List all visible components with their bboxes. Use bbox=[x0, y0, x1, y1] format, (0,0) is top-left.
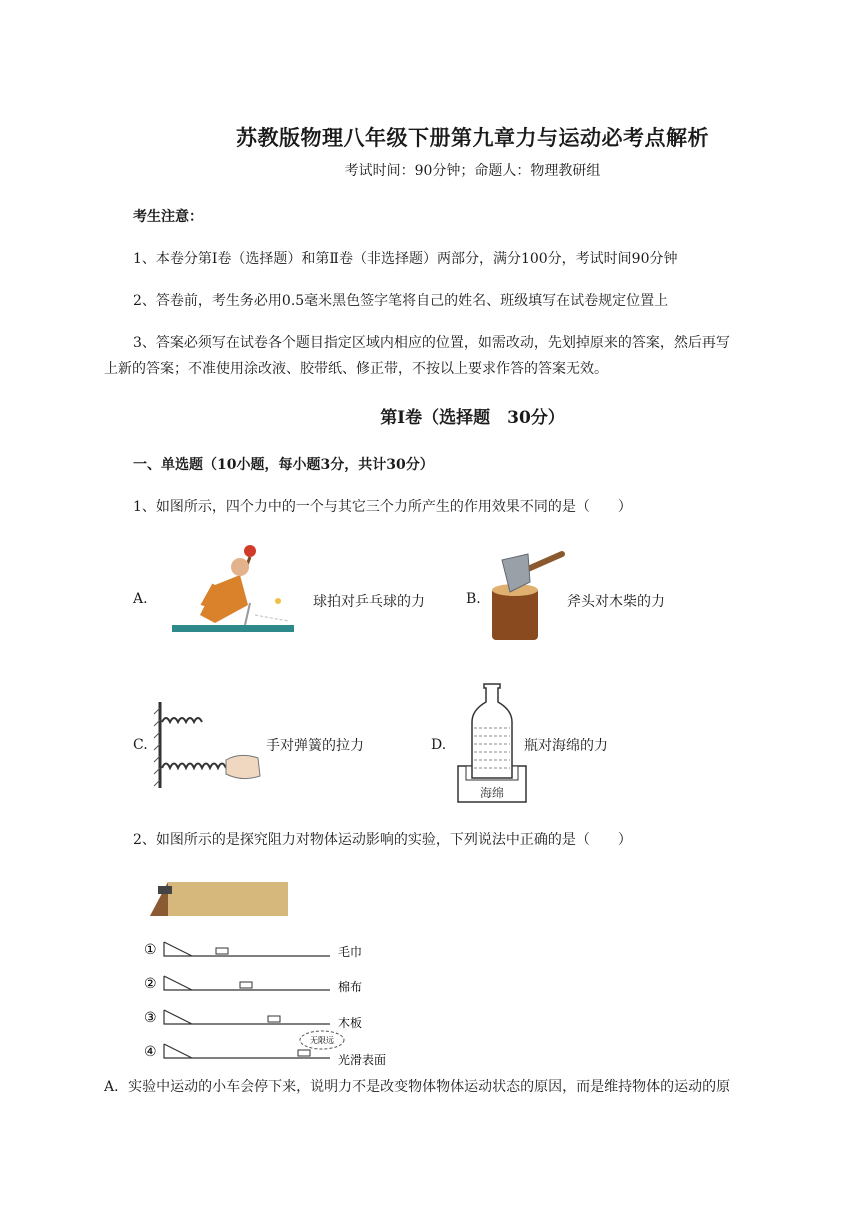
option-c-text: 手对弹簧的拉力 bbox=[266, 738, 364, 754]
option-b-letter: B. bbox=[466, 591, 481, 607]
section-title: 第Ⅰ卷（选择题 30分） bbox=[380, 408, 565, 428]
option-c-letter: C. bbox=[133, 737, 148, 753]
notice-heading: 考生注意： bbox=[133, 209, 203, 225]
question-2-stem: 2、如图所示的是探究阻力对物体运动影响的实验，下列说法中正确的是（ ） bbox=[133, 832, 632, 848]
option-d-letter: D. bbox=[431, 737, 447, 753]
bottle-sponge-figure bbox=[456, 682, 528, 804]
track-1-surface: 毛巾 bbox=[338, 945, 363, 959]
track-3-number: ③ bbox=[144, 1010, 157, 1026]
track-2-number: ② bbox=[144, 976, 157, 992]
sponge-label: 海绵 bbox=[479, 786, 505, 800]
notice-item-3: 3、答案必须写在试卷各个题目指定区域内相应的位置，如需改动，先划掉原来的答案，然后再写 bbox=[133, 335, 730, 351]
track-4-surface: 光滑表面 bbox=[338, 1053, 387, 1067]
axe-log-figure bbox=[488, 548, 568, 643]
cloud-label: 无限远 bbox=[310, 1036, 334, 1045]
track-2-surface: 棉布 bbox=[338, 980, 363, 994]
notice-item-3-cont: 上新的答案；不准使用涂改液、胶带纸、修正带，不按以上要求作答的答案无效。 bbox=[104, 361, 608, 377]
friction-experiment-figure bbox=[140, 876, 387, 1070]
notice-item-1: 1、本卷分第Ⅰ卷（选择题）和第Ⅱ卷（非选择题）两部分，满分100分，考试时间90分钟 bbox=[133, 251, 678, 267]
track-1-number: ① bbox=[144, 942, 157, 958]
ping-pong-player-figure bbox=[170, 545, 300, 640]
track-3-surface: 木板 bbox=[338, 1016, 363, 1030]
notice-item-2: 2、答卷前，考生务必用0.5毫米黑色签字笔将自己的姓名、班级填写在试卷规定位置上 bbox=[133, 293, 669, 309]
spring-hand-figure bbox=[150, 700, 265, 790]
page-title: 苏教版物理八年级下册第九章力与运动必考点解析 bbox=[236, 125, 709, 150]
option-d-text: 瓶对海绵的力 bbox=[524, 738, 608, 754]
question-1-stem: 1、如图所示，四个力中的一个与其它三个力所产生的作用效果不同的是（ ） bbox=[133, 499, 632, 515]
option-b-text: 斧头对木柴的力 bbox=[567, 594, 665, 610]
exam-info: 考试时间：90分钟；命题人：物理教研组 bbox=[344, 163, 601, 179]
option-a-letter: A. bbox=[133, 591, 148, 607]
question-2-option-a: A．实验中运动的小车会停下来，说明力不是改变物体物体运动状态的原因，而是维持物体的运动的原 bbox=[104, 1079, 731, 1095]
option-a-text: 球拍对乒乓球的力 bbox=[313, 594, 425, 610]
part-heading: 一、单选题（10小题，每小题3分，共计30分） bbox=[133, 457, 434, 473]
track-4-number: ④ bbox=[144, 1044, 157, 1060]
